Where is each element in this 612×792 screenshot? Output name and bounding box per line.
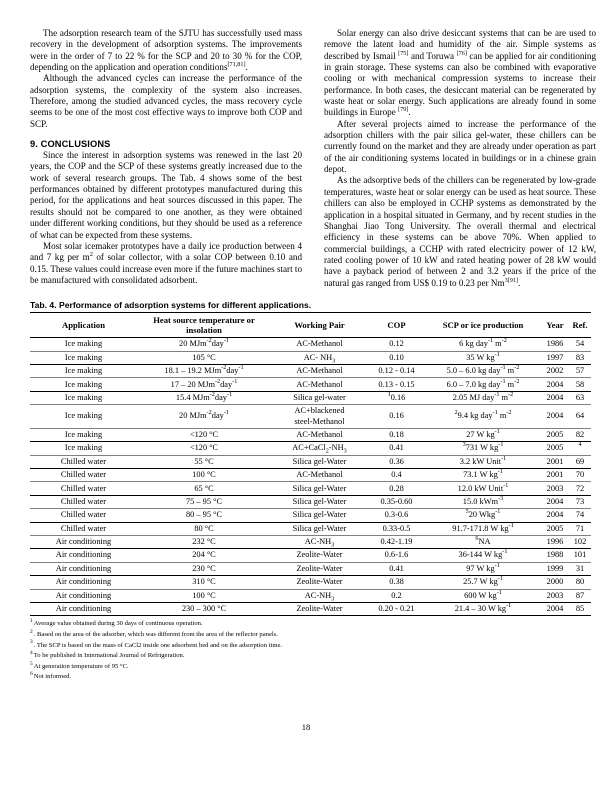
superscript: -1 bbox=[494, 562, 500, 570]
cell-ref bbox=[569, 442, 591, 455]
superscript: -1 bbox=[223, 337, 229, 345]
superscript: -1 bbox=[506, 602, 512, 610]
cell-heat-source: 75 – 95 °C bbox=[137, 495, 271, 508]
cell-cop: 0.33-0.5 bbox=[368, 522, 425, 535]
cell-ref: 83 bbox=[569, 351, 591, 364]
column-header-working-pair: Working Pair bbox=[271, 312, 368, 337]
cell-application: Ice making bbox=[30, 428, 137, 441]
cell-working-pair: $AC+CaCl_2-NH_3$ bbox=[271, 442, 368, 455]
superscript: 3 bbox=[462, 441, 466, 449]
cell-scp: 12.0 kW Unit$^{-1}$ bbox=[425, 482, 541, 495]
footnote-number: 1 bbox=[30, 618, 33, 625]
cell-working-pair: AC- $NH_3$ bbox=[271, 351, 368, 364]
footnote-number: 2 bbox=[30, 628, 33, 635]
cell-year: 2004 bbox=[541, 378, 569, 391]
superscript: -1 bbox=[497, 575, 503, 583]
cell-scp: 2.05 MJ day$^{-1}$ $m^{-2}$ bbox=[425, 391, 541, 404]
cell-ref: 101 bbox=[569, 549, 591, 562]
footnote-text: To be published in International Journal of Refrigeration. bbox=[33, 652, 185, 660]
cell-cop: 0.41 bbox=[368, 562, 425, 575]
paragraph-tail: . bbox=[517, 277, 521, 288]
table-footnotes bbox=[30, 619, 430, 683]
superscript: 6 bbox=[475, 535, 479, 543]
superscript: -1 bbox=[508, 521, 514, 529]
superscript: 2 bbox=[454, 409, 458, 417]
superscript: -2 bbox=[214, 377, 221, 385]
cell-heat-source: 20 MJm$^{-2}$day$^{-1}$ bbox=[137, 405, 271, 429]
cell-ref: 63 bbox=[569, 391, 591, 404]
cell-ref: 57 bbox=[569, 365, 591, 378]
column-header-ref: Ref. bbox=[569, 312, 591, 337]
table-header bbox=[30, 312, 591, 337]
cell-application: Chilled water bbox=[30, 482, 137, 495]
cell-ref: 73 bbox=[569, 495, 591, 508]
footnote-number: 6 bbox=[30, 671, 33, 678]
paragraph-text-part1: As the adsorptive beds of the chillers can be regenerated by low-grade temperatures, waste heat or solar energy can be used as heat source. These chillers can also be employed in CCHP systems as demonstrated by the application in a hospital situated in Germany, and by recent studies in the Shanghai Jiao Tong University. The overall thermal and electrical efficiency in these systems can be above 70%. When applied to commercial buildings, a CCHP with rated electricity power of 12 kW, rated cooling power of 10 kW and rated heating power of 28 kW would have a payback period of between 2 and 3.2 years if the price of the natural gas ranged from US$ 0.19 to 0.23 per Nm bbox=[324, 175, 596, 288]
cell-working-pair: AC-Methanol bbox=[271, 428, 368, 441]
cell-application: Ice making bbox=[30, 405, 137, 429]
superscript: -1 bbox=[501, 454, 507, 462]
cell-cop: 0.16 bbox=[368, 405, 425, 429]
superscript: -1 bbox=[238, 364, 244, 372]
subscript: 3 bbox=[343, 448, 347, 455]
paragraph-conclusions-intro: Since the interest in adsorption systems was renewed in the last 20 years, the COP and the SCP of these systems greatly increased due to the work of several research groups. The Tab. 4 shows some of the best performances obtained by different prototypes manufactured during this period, for the applications and heat sources discussed in this paper. The results should not be compared to one another, as they were obtained under different working conditions, but they should be used as a reference of what can be expected from these systems. bbox=[30, 150, 302, 240]
cell-scp: $^6$NA bbox=[425, 535, 541, 548]
cell-application: Chilled water bbox=[30, 455, 137, 468]
cell-ref: 85 bbox=[569, 602, 591, 615]
superscript: -1 bbox=[223, 409, 229, 417]
superscript: -1 bbox=[498, 441, 504, 449]
cell-application: Air conditioning bbox=[30, 589, 137, 602]
table-row bbox=[30, 589, 591, 602]
cell-scp: $^3$731 W $kg^{-1}$ bbox=[425, 442, 541, 455]
cell-ref: 58 bbox=[569, 378, 591, 391]
paragraph-cchp-systems bbox=[324, 175, 596, 288]
table-row bbox=[30, 351, 591, 364]
column-header-year: Year bbox=[541, 312, 569, 337]
cell-ref: 102 bbox=[569, 535, 591, 548]
cell-scp: 97 W $kg^{-1}$ bbox=[425, 562, 541, 575]
superscript: -2 bbox=[506, 409, 512, 417]
cell-application: Ice making bbox=[30, 378, 137, 391]
citation-ref-75: [75] bbox=[398, 49, 409, 57]
superscript: -1 bbox=[494, 428, 500, 436]
superscript: -1 bbox=[500, 377, 506, 385]
cell-heat-source: 20 MJm$^{-2}$day$^{-1}$ bbox=[137, 338, 271, 351]
cell-heat-source: 230 °C bbox=[137, 562, 271, 575]
cell-scp: $^2$9.4 kg day$^{-1}$ $m^{-2}$ bbox=[425, 405, 541, 429]
cell-year: 1999 bbox=[541, 562, 569, 575]
superscript: -1 bbox=[497, 468, 503, 476]
paragraph-tail: . bbox=[408, 107, 411, 118]
superscript: -3 bbox=[498, 495, 504, 503]
table-row bbox=[30, 535, 591, 548]
cell-scp: 21.4 – 30 W $kg^{-1}$ bbox=[425, 602, 541, 615]
cell-heat-source: 204 °C bbox=[137, 549, 271, 562]
superscript: -1 bbox=[503, 481, 509, 489]
footnote bbox=[30, 630, 430, 641]
cell-cop: 0.35-0.60 bbox=[368, 495, 425, 508]
cell-cop: 0.4 bbox=[368, 469, 425, 482]
superscript: -1 bbox=[494, 351, 500, 359]
cell-cop: 0.13 - 0.15 bbox=[368, 378, 425, 391]
cell-application: Chilled water bbox=[30, 495, 137, 508]
cell-scp: $^5$20 Wkg$^{-1}$ bbox=[425, 509, 541, 522]
superscript: -1 bbox=[502, 548, 508, 556]
cell-year: 1996 bbox=[541, 535, 569, 548]
cell-scp: 91.7-171.8 W $kg^{-1}$ bbox=[425, 522, 541, 535]
column-header-cop: COP bbox=[368, 312, 425, 337]
section-heading-conclusions: 9. CONCLUSIONS bbox=[30, 139, 111, 150]
cell-working-pair: Zeolite-Water bbox=[271, 602, 368, 615]
table-row bbox=[30, 442, 591, 455]
cell-application: Ice making bbox=[30, 338, 137, 351]
paragraph-advanced-cycles: Although the advanced cycles can increase the performance of the adsorption systems, the complexity of the system also increases. Therefore, among the studied advanced cycles, the mass recovery cycle seems to be one of the most cost effective ways to improve both COP and SCP. bbox=[30, 73, 302, 129]
paragraph-text-part2: of solar collector, with a solar COP between 0.10 and 0.15. These values could increase even more if the future machines start to be manufactured with consolidated adsorbent. bbox=[30, 252, 302, 285]
table-row bbox=[30, 509, 591, 522]
table-row bbox=[30, 365, 591, 378]
cell-application: Chilled water bbox=[30, 469, 137, 482]
table-row bbox=[30, 482, 591, 495]
cell-working-pair: Zeolite-Water bbox=[271, 562, 368, 575]
cell-working-pair: AC-Methanol bbox=[271, 469, 368, 482]
cell-heat-source: 15.4 MJm$^{-2}$day$^{-1}$ bbox=[137, 391, 271, 404]
cell-heat-source: <120 °C bbox=[137, 428, 271, 441]
cell-year: 2000 bbox=[541, 576, 569, 589]
footnote bbox=[30, 619, 430, 630]
footnote-text: At generation temperature of 95 °C. bbox=[33, 662, 129, 670]
paragraph-text-part1: Most solar icemaker prototypes have a daily ice production between 4 and 7 kg per m bbox=[30, 240, 302, 263]
cell-year: 2001 bbox=[541, 469, 569, 482]
cell-working-pair: AC+blackened steel-Methanol bbox=[271, 405, 368, 429]
cell-working-pair: Silica gel-Water bbox=[271, 522, 368, 535]
superscript: -2 bbox=[508, 391, 514, 399]
cell-year: 2004 bbox=[541, 602, 569, 615]
footnote bbox=[30, 672, 430, 683]
superscript: -1 bbox=[487, 337, 494, 345]
cell-working-pair: AC-Methanol bbox=[271, 365, 368, 378]
superscript: -1 bbox=[496, 588, 502, 596]
cell-working-pair: Silica gel-Water bbox=[271, 482, 368, 495]
cell-heat-source: 80 °C bbox=[137, 522, 271, 535]
footnote-number: 4 bbox=[30, 649, 33, 656]
cell-heat-source: 65 °C bbox=[137, 482, 271, 495]
superscript: -2 bbox=[209, 391, 215, 399]
cell-heat-source: 105 °C bbox=[137, 351, 271, 364]
table-row bbox=[30, 455, 591, 468]
paragraph-solar-icemaker bbox=[30, 241, 302, 286]
cell-working-pair: AC-Methanol bbox=[271, 338, 368, 351]
cell-heat-source: 230 – 300 °C bbox=[137, 602, 271, 615]
cell-working-pair: AC-Methanol bbox=[271, 378, 368, 391]
cell-year: 2001 bbox=[541, 455, 569, 468]
column-header-heat-line1: Heat source temperature or bbox=[153, 314, 255, 325]
superscript: -1 bbox=[500, 364, 506, 372]
footnote-number: 5 bbox=[30, 660, 33, 667]
cell-scp: 6.0 – 7.0 kg day$^{-1}$ $m^{-2}$ bbox=[425, 378, 541, 391]
cell-application: Ice making bbox=[30, 391, 137, 404]
superscript: -2 bbox=[514, 377, 520, 385]
cell-working-pair: Zeolite-Water bbox=[271, 549, 368, 562]
cell-working-pair: Silica gel-Water bbox=[271, 509, 368, 522]
cell-ref: 64 bbox=[569, 405, 591, 429]
footnote-text: . Based on the area of the adsorber, which was different from the area of the reflector panels. bbox=[33, 630, 278, 638]
table-row bbox=[30, 576, 591, 589]
citation-ref-79: [79] bbox=[398, 106, 409, 114]
cell-heat-source: 80 – 95 °C bbox=[137, 509, 271, 522]
paragraph-tail: . bbox=[245, 62, 248, 73]
superscript: -1 bbox=[494, 391, 500, 399]
cell-cop: 0.2 bbox=[368, 589, 425, 602]
subscript: 2 bbox=[325, 448, 329, 455]
cell-year: 2004 bbox=[541, 391, 569, 404]
cell-scp: 25.7 W $kg^{-1}$ bbox=[425, 576, 541, 589]
right-column bbox=[324, 28, 596, 289]
cell-cop: 0.38 bbox=[368, 576, 425, 589]
cell-year: 2003 bbox=[541, 482, 569, 495]
cell-application: Air conditioning bbox=[30, 549, 137, 562]
cell-scp: 36-144 W $kg^{-1}$ bbox=[425, 549, 541, 562]
cell-working-pair: Silica gel-Water bbox=[271, 455, 368, 468]
footnote-text: Average value obtained during 30 days of continuous operation. bbox=[33, 620, 203, 628]
cell-scp: 73.1 W $kg^{-1}$ bbox=[425, 469, 541, 482]
footnote bbox=[30, 651, 430, 662]
cell-cop: 0.12 - 0.14 bbox=[368, 365, 425, 378]
column-header-application: Application bbox=[30, 312, 137, 337]
cell-year: 2004 bbox=[541, 509, 569, 522]
cell-year: 2003 bbox=[541, 589, 569, 602]
table-row bbox=[30, 495, 591, 508]
cell-cop: 0.20 - 0.21 bbox=[368, 602, 425, 615]
footnote-number: 3 bbox=[30, 639, 33, 646]
citation-ref-76: [76] bbox=[456, 49, 467, 57]
table-row bbox=[30, 469, 591, 482]
cell-heat-source: 18.1 – 19.2 MJm$^{-2}$day$^{-1}$ bbox=[137, 365, 271, 378]
table-row bbox=[30, 338, 591, 351]
cell-heat-source: 232 °C bbox=[137, 535, 271, 548]
superscript: 5 bbox=[465, 508, 469, 516]
table-row bbox=[30, 378, 591, 391]
cell-application: Air conditioning bbox=[30, 602, 137, 615]
superscript-cube: 3 bbox=[504, 276, 508, 284]
footnote-text: Not informed. bbox=[33, 673, 72, 681]
cell-ref: 31 bbox=[569, 562, 591, 575]
table-row bbox=[30, 428, 591, 441]
table-body bbox=[30, 338, 591, 616]
superscript-square: 2 bbox=[89, 251, 93, 259]
left-column bbox=[30, 28, 302, 286]
cell-ref: 80 bbox=[569, 576, 591, 589]
cell-application: Chilled water bbox=[30, 522, 137, 535]
paragraph-adsorption-chillers: After several projects aimed to increase the performance of the adsorption chillers with the pair silica gel-water, these chillers can be currently found on the market and they are already under operation as part of the air conditioning systems located in buildings or in a chinese grain depot. bbox=[324, 118, 596, 175]
citation-ref-91: [91] bbox=[507, 276, 518, 284]
performance-table bbox=[30, 312, 591, 616]
cell-year: 2002 bbox=[541, 365, 569, 378]
cell-ref: 72 bbox=[569, 482, 591, 495]
paragraph-text-part1: Solar energy can also drive desiccant systems that can be are used to remove the latent load and humidity of the air. Simple systems as described by Ismail bbox=[324, 28, 596, 61]
cell-ref: 71 bbox=[569, 522, 591, 535]
cell-cop: 0.41 bbox=[368, 442, 425, 455]
paragraph-text-part2: and Toruwa bbox=[408, 50, 457, 61]
cell-cop: $^1$0.16 bbox=[368, 391, 425, 404]
column-header-scp: SCP or ice production bbox=[425, 312, 541, 337]
cell-application: Ice making bbox=[30, 351, 137, 364]
table-row bbox=[30, 405, 591, 429]
two-column-body bbox=[30, 28, 596, 289]
cell-scp: 600 W $kg^{-1}$ bbox=[425, 589, 541, 602]
cell-working-pair: $AC-NH_3$ bbox=[271, 535, 368, 548]
cell-heat-source: 100 °C bbox=[137, 589, 271, 602]
cell-heat-source: 100 °C bbox=[137, 469, 271, 482]
superscript: -2 bbox=[221, 364, 227, 372]
cell-ref: 69 bbox=[569, 455, 591, 468]
footnote-text: . The SCP is based on the mass of CaCl2 inside one adsorbent bed and on the adsorption time. bbox=[33, 641, 283, 649]
cell-heat-source: <120 °C bbox=[137, 442, 271, 455]
footnote bbox=[30, 662, 430, 673]
cell-ref: 74 bbox=[569, 509, 591, 522]
cell-year: 2005 bbox=[541, 442, 569, 455]
table-row bbox=[30, 602, 591, 615]
superscript: -2 bbox=[206, 337, 212, 345]
paragraph-text-part3: can be applied for air conditioning in grain storage. These systems can also be combined with evaporative cooling or with mechanical compression systems to increase their performance. In both cases, the desiccant material can be regenerated by waste heat or solar energy. Such applications are already found in some buildings in Europe bbox=[324, 50, 596, 118]
table-caption: Tab. 4. Performance of adsorption systems for different applications. bbox=[30, 299, 312, 310]
cell-application: Air conditioning bbox=[30, 576, 137, 589]
subscript: 3 bbox=[331, 541, 335, 549]
cell-year: 2004 bbox=[541, 405, 569, 429]
cell-working-pair: Zeolite-Water bbox=[271, 576, 368, 589]
cell-year: 1997 bbox=[541, 351, 569, 364]
superscript: -2 bbox=[206, 409, 212, 417]
superscript: -2 bbox=[514, 364, 520, 372]
cell-scp: 6 kg day$^{-1}$ $m^{-2}$ bbox=[425, 338, 541, 351]
cell-application: Ice making bbox=[30, 442, 137, 455]
footnote bbox=[30, 641, 430, 652]
cell-cop: 0.18 bbox=[368, 428, 425, 441]
paragraph-text: The adsorption research team of the SJTU has successfully used mass recovery in the development of adsorption systems. The improvements were in the order of 7 to 22 % for the SCP and 20 to 30 % for the COP, depending on the application and operation conditions bbox=[30, 28, 302, 73]
column-header-heat-line2: insolation bbox=[186, 325, 222, 336]
cell-heat-source: 55 °C bbox=[137, 455, 271, 468]
cell-scp: 5.0 – 6.0 kg day$^{-1}$ $m^{-2}$ bbox=[425, 365, 541, 378]
cell-cop: 0.42-1.19 bbox=[368, 535, 425, 548]
cell-application: Ice making bbox=[30, 365, 137, 378]
cell-cop: 0.3-0.6 bbox=[368, 509, 425, 522]
superscript: -1 bbox=[226, 391, 233, 399]
paragraph-desiccant-systems bbox=[324, 28, 596, 119]
table-header-row bbox=[30, 312, 591, 337]
cell-cop: 0.12 bbox=[368, 338, 425, 351]
superscript: -1 bbox=[492, 409, 498, 417]
table-row bbox=[30, 549, 591, 562]
cell-ref: 87 bbox=[569, 589, 591, 602]
cell-working-pair: $AC-NH_3$ bbox=[271, 589, 368, 602]
cell-scp: 3.2 kW Unit$^{-1}$ bbox=[425, 455, 541, 468]
superscript: -1 bbox=[495, 508, 501, 516]
cell-cop: 0.6-1.6 bbox=[368, 549, 425, 562]
cell-year: 1986 bbox=[541, 338, 569, 351]
superscript: -1 bbox=[232, 377, 238, 385]
cell-year: 1988 bbox=[541, 549, 569, 562]
table-row bbox=[30, 391, 591, 404]
cell-working-pair: Silica gel-water bbox=[271, 391, 368, 404]
cell-scp: 15.0 kWm$^{-3}$ bbox=[425, 495, 541, 508]
table-row bbox=[30, 522, 591, 535]
superscript: 1 bbox=[387, 391, 391, 399]
paragraph-mass-recovery bbox=[30, 28, 302, 73]
cell-ref: 54 bbox=[569, 338, 591, 351]
cell-year: 2005 bbox=[541, 428, 569, 441]
subscript: 3 bbox=[331, 595, 335, 603]
citation-ref: [71,81] bbox=[227, 61, 246, 68]
cell-heat-source: 17 – 20 MJm$^{-2}$day$^{-1}$ bbox=[137, 378, 271, 391]
superscript: 4 bbox=[578, 441, 582, 449]
cell-cop: 0.36 bbox=[368, 455, 425, 468]
column-header-heat-source bbox=[137, 312, 271, 337]
cell-year: 2004 bbox=[541, 495, 569, 508]
cell-application: Air conditioning bbox=[30, 535, 137, 548]
page-number: 18 bbox=[301, 722, 311, 732]
table-row bbox=[30, 562, 591, 575]
cell-application: Chilled water bbox=[30, 509, 137, 522]
cell-cop: 0.10 bbox=[368, 351, 425, 364]
cell-scp: 27 W $kg^{-1}$ bbox=[425, 428, 541, 441]
cell-heat-source: 310 °C bbox=[137, 576, 271, 589]
cell-scp: 35 W $kg^{-1}$ bbox=[425, 351, 541, 364]
cell-cop: 0.28 bbox=[368, 482, 425, 495]
cell-working-pair: Silica gel-Water bbox=[271, 495, 368, 508]
cell-ref: 82 bbox=[569, 428, 591, 441]
cell-ref: 70 bbox=[569, 469, 591, 482]
superscript: -2 bbox=[501, 337, 507, 345]
subscript: 3 bbox=[332, 357, 336, 365]
cell-year: 2005 bbox=[541, 522, 569, 535]
cell-application: Air conditioning bbox=[30, 562, 137, 575]
